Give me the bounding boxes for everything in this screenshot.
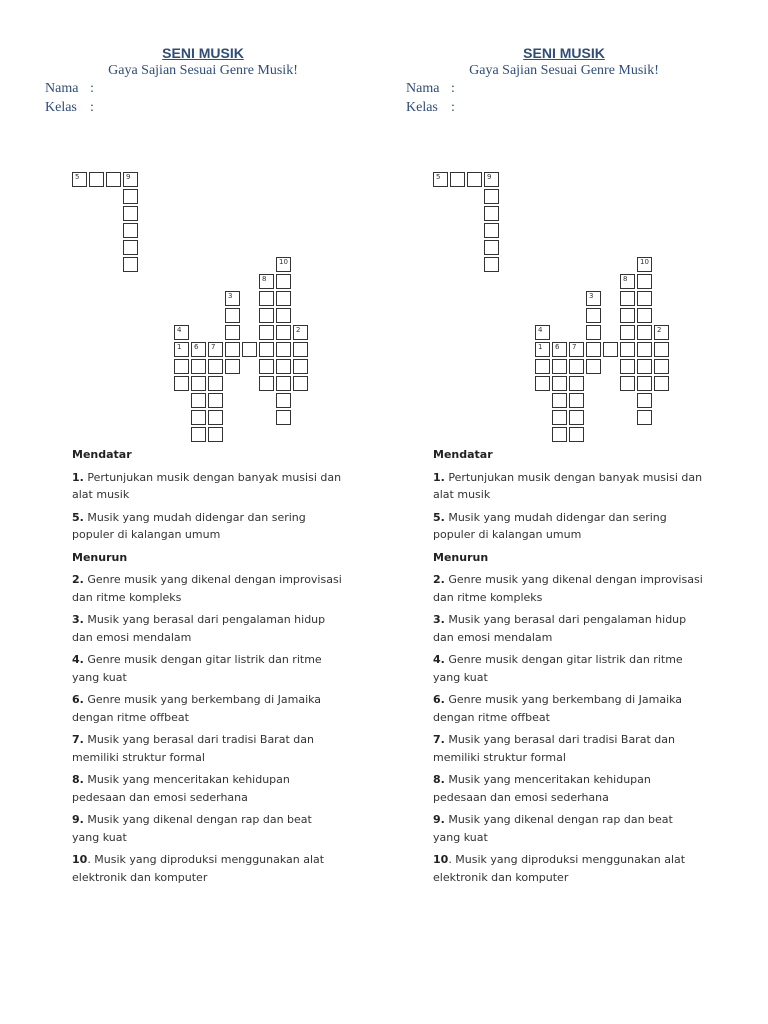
crossword-cell [225, 308, 240, 323]
kelas-colon: : [90, 100, 94, 115]
clue-item: 2. Genre musik yang dikenal dengan improvisasi dan ritme kompleks [72, 573, 342, 604]
clue-item: 3. Musik yang berasal dari pengalaman hidup dan emosi mendalam [433, 613, 687, 644]
crossword-cell [586, 359, 601, 374]
crossword-cell [259, 342, 274, 357]
crossword-cell [569, 393, 584, 408]
crossword-cell [637, 376, 652, 391]
kelas-colon: : [451, 100, 455, 115]
crossword-cell [208, 427, 223, 442]
clue-number: 1 [177, 343, 182, 351]
crossword-cell [484, 189, 499, 204]
crossword-cell [620, 325, 635, 340]
crossword-cell [637, 342, 652, 357]
clue-item: 6. Genre musik yang berkembang di Jamaika dengan ritme offbeat [433, 693, 683, 724]
crossword-cell [225, 291, 240, 306]
crossword-cell [484, 240, 499, 255]
crossword-cell [123, 223, 138, 238]
clue-item: 5. Musik yang mudah didengar dan sering populer di kalangan umum [433, 510, 667, 541]
menurun-heading: Menurun [72, 550, 128, 564]
clue-list [72, 446, 342, 891]
crossword-cell [450, 172, 465, 187]
crossword-cell [620, 308, 635, 323]
crossword-cell [191, 393, 206, 408]
crossword-cell [484, 172, 499, 187]
clue-number: 3 [589, 292, 594, 300]
crossword-cell [552, 342, 567, 357]
crossword-cell [484, 257, 499, 272]
crossword-cell [467, 172, 482, 187]
mendatar-heading: Mendatar [72, 448, 132, 461]
crossword-cell [637, 410, 652, 425]
crossword-cell [293, 342, 308, 357]
crossword-cell [174, 342, 189, 357]
crossword-cell [123, 240, 138, 255]
nama-colon: : [90, 81, 94, 96]
crossword-cell [123, 189, 138, 204]
crossword-cell [259, 359, 274, 374]
clue-item: 1. Pertunjukan musik dengan banyak musisi dan alat musik [433, 470, 703, 501]
crossword-cell [620, 291, 635, 306]
crossword-cell [208, 359, 223, 374]
crossword-grid [361, 0, 745, 450]
page-title: SENI MUSIK [523, 45, 605, 61]
crossword-cell [637, 274, 652, 289]
crossword-cell [535, 376, 550, 391]
crossword-cell [72, 172, 87, 187]
crossword-cell [225, 359, 240, 374]
clue-list [433, 446, 703, 891]
crossword-cell [484, 223, 499, 238]
crossword-cell [123, 257, 138, 272]
crossword-cell [191, 376, 206, 391]
clue-item: 4. Genre musik dengan gitar listrik dan ritme yang kuat [433, 653, 683, 684]
clue-number: 10 [279, 258, 288, 266]
crossword-cell [586, 291, 601, 306]
crossword-cell [620, 274, 635, 289]
clue-item: 10. Musik yang diproduksi menggunakan alat elektronik dan komputer [433, 853, 686, 884]
crossword-cell [276, 410, 291, 425]
crossword-cell [552, 427, 567, 442]
crossword-cell [654, 359, 669, 374]
crossword-cell [620, 359, 635, 374]
clue-number: 7 [572, 343, 577, 351]
crossword-cell [276, 376, 291, 391]
clue-number: 10 [640, 258, 649, 266]
clue-item: 7. Musik yang berasal dari tradisi Barat dan memiliki struktur formal [433, 733, 675, 764]
clue-item: 4. Genre musik dengan gitar listrik dan ritme yang kuat [72, 653, 322, 684]
nama-label: Nama [406, 81, 440, 96]
clue-item: 5. Musik yang mudah didengar dan sering populer di kalangan umum [72, 510, 306, 541]
crossword-cell [603, 342, 618, 357]
crossword-cell [620, 342, 635, 357]
crossword-cell [586, 342, 601, 357]
crossword-cell [208, 376, 223, 391]
crossword-cell [433, 172, 448, 187]
clue-number: 5 [436, 173, 441, 181]
crossword-cell [293, 376, 308, 391]
crossword-grid [0, 0, 384, 450]
crossword-cell [620, 376, 635, 391]
clue-item: 9. Musik yang dikenal dengan rap dan beat yang kuat [433, 813, 673, 844]
clue-item: 1. Pertunjukan musik dengan banyak musisi dan alat musik [72, 470, 342, 501]
page-subtitle: Gaya Sajian Sesuai Genre Musik! [108, 63, 298, 78]
crossword-cell [552, 359, 567, 374]
clue-number: 9 [487, 173, 492, 181]
clue-number: 8 [623, 275, 628, 283]
clue-number: 6 [194, 343, 199, 351]
clue-number: 4 [538, 326, 543, 334]
crossword-cell [89, 172, 104, 187]
clue-number: 2 [296, 326, 301, 334]
clue-number: 5 [75, 173, 80, 181]
crossword-cell [276, 274, 291, 289]
crossword-cell [535, 325, 550, 340]
crossword-cell [293, 359, 308, 374]
clue-item: 2. Genre musik yang dikenal dengan improvisasi dan ritme kompleks [433, 573, 703, 604]
crossword-cell [208, 410, 223, 425]
crossword-cell [586, 308, 601, 323]
kelas-label: Kelas [45, 100, 77, 115]
clue-item: 6. Genre musik yang berkembang di Jamaika dengan ritme offbeat [72, 693, 322, 724]
crossword-cell [552, 410, 567, 425]
crossword-cell [484, 206, 499, 221]
clue-item: 3. Musik yang berasal dari pengalaman hidup dan emosi mendalam [72, 613, 326, 644]
crossword-cell [293, 325, 308, 340]
crossword-cell [552, 376, 567, 391]
kelas-label: Kelas [406, 100, 438, 115]
crossword-cell [259, 308, 274, 323]
crossword-cell [276, 342, 291, 357]
crossword-cell [637, 291, 652, 306]
crossword-cell [637, 257, 652, 272]
clue-number: 4 [177, 326, 182, 334]
crossword-cell [174, 325, 189, 340]
nama-colon: : [451, 81, 455, 96]
page-subtitle: Gaya Sajian Sesuai Genre Musik! [469, 63, 659, 78]
crossword-cell [569, 410, 584, 425]
crossword-cell [276, 359, 291, 374]
crossword-cell [637, 325, 652, 340]
clue-item: 7. Musik yang berasal dari tradisi Barat dan memiliki struktur formal [72, 733, 314, 764]
crossword-cell [654, 342, 669, 357]
clue-item: 10. Musik yang diproduksi menggunakan alat elektronik dan komputer [72, 853, 325, 884]
clue-number: 1 [538, 343, 543, 351]
clue-item: 8. Musik yang menceritakan kehidupan pedesaan dan emosi sederhana [72, 773, 290, 804]
crossword-cell [637, 308, 652, 323]
clue-number: 2 [657, 326, 662, 334]
crossword-cell [174, 359, 189, 374]
crossword-cell [276, 257, 291, 272]
nama-label: Nama [45, 81, 79, 96]
crossword-cell [242, 342, 257, 357]
menurun-heading: Menurun [433, 550, 489, 564]
crossword-cell [191, 359, 206, 374]
crossword-cell [569, 359, 584, 374]
crossword-cell [552, 393, 567, 408]
clue-item: 9. Musik yang dikenal dengan rap dan beat yang kuat [72, 813, 312, 844]
crossword-cell [208, 342, 223, 357]
crossword-cell [106, 172, 121, 187]
crossword-cell [654, 325, 669, 340]
crossword-cell [259, 325, 274, 340]
crossword-cell [569, 427, 584, 442]
crossword-cell [637, 359, 652, 374]
clue-number: 8 [262, 275, 267, 283]
clue-item: 8. Musik yang menceritakan kehidupan pedesaan dan emosi sederhana [433, 773, 651, 804]
crossword-cell [569, 376, 584, 391]
crossword-cell [123, 172, 138, 187]
crossword-cell [569, 342, 584, 357]
crossword-cell [637, 393, 652, 408]
clue-number: 7 [211, 343, 216, 351]
page-title: SENI MUSIK [162, 45, 244, 61]
crossword-cell [535, 359, 550, 374]
clue-number: 9 [126, 173, 131, 181]
crossword-cell [259, 274, 274, 289]
crossword-cell [174, 376, 189, 391]
mendatar-heading: Mendatar [433, 448, 493, 461]
crossword-cell [191, 342, 206, 357]
crossword-cell [276, 325, 291, 340]
crossword-cell [259, 376, 274, 391]
crossword-cell [586, 325, 601, 340]
crossword-cell [123, 206, 138, 221]
crossword-cell [225, 325, 240, 340]
crossword-cell [654, 376, 669, 391]
crossword-cell [191, 427, 206, 442]
worksheet-right [361, 0, 745, 1024]
clue-number: 6 [555, 343, 560, 351]
crossword-cell [276, 393, 291, 408]
crossword-cell [259, 291, 274, 306]
clue-number: 3 [228, 292, 233, 300]
crossword-cell [276, 291, 291, 306]
crossword-cell [225, 342, 240, 357]
crossword-cell [276, 308, 291, 323]
crossword-cell [535, 342, 550, 357]
crossword-cell [191, 410, 206, 425]
crossword-cell [208, 393, 223, 408]
